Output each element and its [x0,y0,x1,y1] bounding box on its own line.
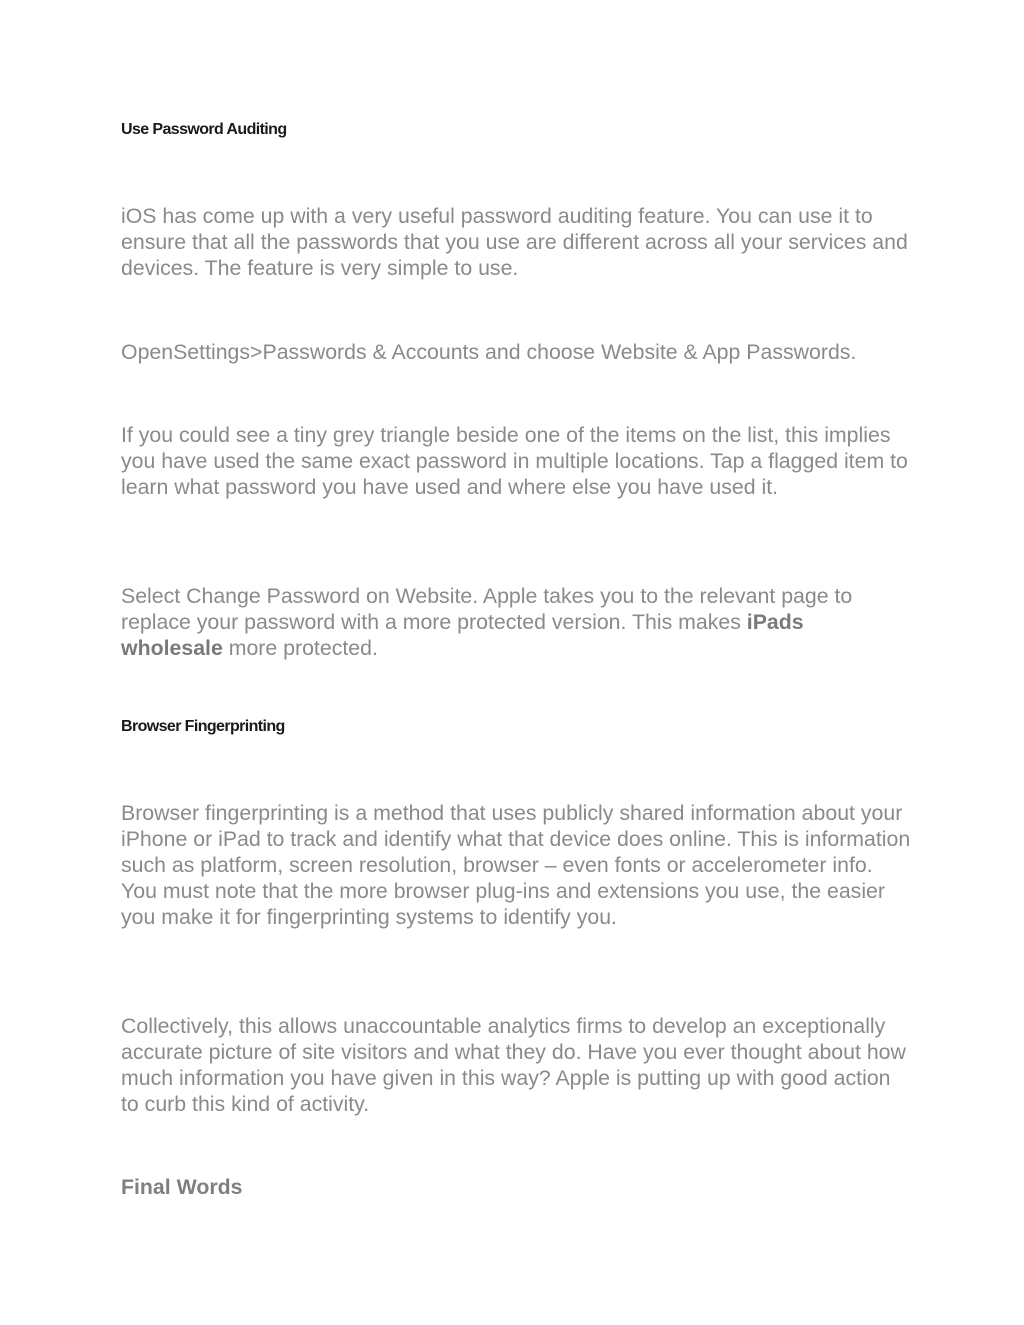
paragraph-password-auditing-intro: iOS has come up with a very useful password auditing feature. You can use it to ensure that all the passwords that you use are different across all your services and devices. The feature is very simple to use. [121,204,908,280]
paragraph-change-password-text: Select Change Password on Website. Apple takes you to the relevant page to replace your password with a more protected version. This makes [121,584,853,634]
paragraph-grey-triangle: If you could see a tiny grey triangle beside one of the items on the list, this implies you have used the same exact password in multiple locations. Tap a flagged item to learn what password you have used and where else you have used it. [121,423,908,499]
ipads-wholesale-bold: iPads wholesale [121,610,804,660]
paragraph-change-password [121,583,911,661]
heading-use-password-auditing: Use Password Auditing [121,121,287,138]
paragraph-fingerprinting-intro: Browser fingerprinting is a method that uses publicly shared information about your iPhone or iPad to track and identify what that device does online. This is information such as platform, screen resolution, browser – even fonts or accelerometer info. You must note that the more browser plug-ins and extensions you use, the easier you make it for fingerprinting systems to identify you. [121,801,911,929]
paragraph-change-password-end: more protected. [222,636,378,660]
paragraph-analytics-firms: Collectively, this allows unaccountable analytics firms to develop an exceptionally accurate picture of site visitors and what they do. Have you ever thought about how much information you have given in this way? Apple is putting up with good action to curb this kind of activity. [121,1014,906,1116]
paragraph-settings-path: OpenSettings>Passwords & Accounts and choose Website & App Passwords. [121,340,857,364]
heading-final-words: Final Words [121,1175,243,1199]
heading-browser-fingerprinting: Browser Fingerprinting [121,718,285,735]
